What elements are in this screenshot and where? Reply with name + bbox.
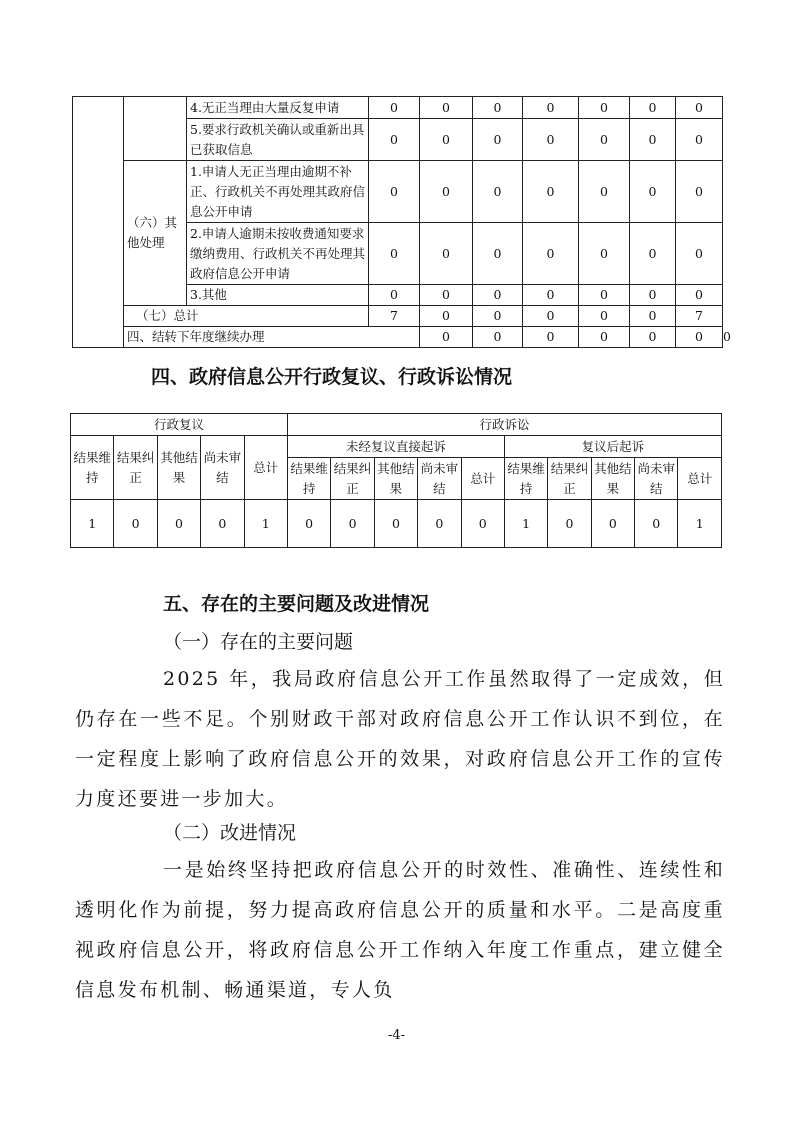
paragraph-improvements: 一是始终坚持把政府信息公开的时效性、准确性、连续性和 透明化作为前提，努力提高政府信息公开的质量和水平。二是高度重视政府信息公开，将政府信息公开工作纳入年度工作重点，建立健全信息发布机制、畅通渠道，专人负 xyxy=(75,859,725,1001)
cell-value: 7 xyxy=(369,306,420,327)
cell-value: 0 xyxy=(473,223,523,285)
cell-value: 1 xyxy=(71,500,114,548)
cell-value: 0 xyxy=(523,327,579,348)
col-header: 总计 xyxy=(244,436,287,500)
row-label: 2.申请人逾期未按收费通知要求缴纳费用、行政机关不再处理其政府信息公开申请 xyxy=(187,223,369,285)
cell-value: 0 xyxy=(473,119,523,161)
cell-value: 0 xyxy=(523,97,579,119)
table-row-carryover: 四、结转下年度继续办理 0 0 0 0 0 0 0 xyxy=(73,327,723,348)
review-litigation-table xyxy=(70,413,722,548)
cell-value: 7 xyxy=(676,306,723,327)
review-header: 行政复议 xyxy=(71,414,288,436)
subsection-1-heading: （一）存在的主要问题 xyxy=(163,631,354,653)
cell-value: 0 xyxy=(676,161,723,223)
col-header: 尚未审结 xyxy=(201,436,244,500)
cell-value: 0 xyxy=(473,161,523,223)
col-header: 结果维持 xyxy=(287,458,330,500)
col-header: 其他结果 xyxy=(591,458,634,500)
col-header: 结果维持 xyxy=(71,436,114,500)
col-header: 其他结果 xyxy=(374,458,417,500)
cell-value: 0 xyxy=(548,500,591,548)
cell-value: 0 xyxy=(369,223,420,285)
subsection-2-heading: （二）改进情况 xyxy=(163,822,297,844)
cell-value: 0 xyxy=(579,327,630,348)
row-label: 4.无正当理由大量反复申请 xyxy=(187,97,369,119)
cell-value: 0 xyxy=(630,306,676,327)
cell-value: 0 xyxy=(676,285,723,306)
cell-value: 0 xyxy=(473,306,523,327)
cell-value: 0 xyxy=(418,500,461,548)
cell-value: 0 xyxy=(579,306,630,327)
col-header: 总计 xyxy=(678,458,721,500)
cell-value: 0 xyxy=(420,161,473,223)
cell-value: 0 xyxy=(420,119,473,161)
outer-category-cell xyxy=(73,97,124,348)
cell-value: 0 xyxy=(473,327,523,348)
section-4-heading: 四、政府信息公开行政复议、行政诉讼情况 xyxy=(151,366,513,388)
cell-value: 0 xyxy=(523,223,579,285)
application-handling-table xyxy=(72,96,731,348)
cell-value: 0 xyxy=(420,97,473,119)
cell-value: 0 xyxy=(523,161,579,223)
cell-value: 0 xyxy=(369,161,420,223)
cell-value: 0 xyxy=(369,119,420,161)
cell-value: 0 xyxy=(523,285,579,306)
cell-value: 0 xyxy=(157,500,200,548)
cell-value: 0 xyxy=(331,500,374,548)
cell-value: 0 xyxy=(420,223,473,285)
cell-value: 0 xyxy=(523,119,579,161)
direct-suit-header: 未经复议直接起诉 xyxy=(287,436,504,458)
cell-value: 0 xyxy=(630,327,676,348)
table-row xyxy=(73,161,723,223)
cell-value: 0 xyxy=(369,285,420,306)
cell-value: 0 xyxy=(374,500,417,548)
cell-value: 0 xyxy=(630,161,676,223)
cell-value: 0 xyxy=(676,119,723,161)
row-label: 1.申请人无正当理由逾期不补正、行政机关不再处理其政府信息公开申请 xyxy=(187,161,369,223)
table-row xyxy=(71,500,722,548)
cell-value: 0 xyxy=(630,97,676,119)
table-header-row xyxy=(71,414,722,436)
cell-value: 0 xyxy=(201,500,244,548)
table-row-total xyxy=(73,306,723,327)
cell-value: 0 xyxy=(523,306,579,327)
cell-value: 0 xyxy=(461,500,504,548)
cell-value: 0 xyxy=(676,223,723,285)
cell-value: 0 xyxy=(579,161,630,223)
cell-value: 0 xyxy=(287,500,330,548)
table-row xyxy=(73,97,723,119)
col-header: 结果纠正 xyxy=(114,436,157,500)
cell-value: 1 xyxy=(244,500,287,548)
cell-value: 0 xyxy=(630,285,676,306)
cell-value: 0 xyxy=(473,97,523,119)
litigation-header: 行政诉讼 xyxy=(287,414,721,436)
row-label: 5.要求行政机关确认或重新出具已获取信息 xyxy=(187,119,369,161)
cell-value: 0 xyxy=(591,500,634,548)
col-header: 总计 xyxy=(461,458,504,500)
cell-value: 0 xyxy=(630,119,676,161)
total-label: （七）总计 xyxy=(124,306,369,327)
group-label-other-handling: （六）其他处理 xyxy=(124,161,187,306)
cell-value: 0 xyxy=(473,285,523,306)
cell-value: 1 xyxy=(678,500,721,548)
col-header: 结果纠正 xyxy=(548,458,591,500)
cell-value: 0 xyxy=(579,119,630,161)
table-header-row xyxy=(71,436,722,458)
page-number: -4- xyxy=(387,1028,406,1043)
col-header: 结果维持 xyxy=(504,458,547,500)
cell-value: 0 xyxy=(630,223,676,285)
col-header: 其他结果 xyxy=(157,436,200,500)
subcategory-cell xyxy=(124,97,187,161)
cell-value: 1 xyxy=(504,500,547,548)
cell-value: 0 xyxy=(676,97,723,119)
row-label: 3.其他 xyxy=(187,285,369,306)
cell-value: 0 xyxy=(635,500,678,548)
section-5-heading: 五、存在的主要问题及改进情况 xyxy=(163,593,430,615)
cell-value: 0 xyxy=(420,285,473,306)
cell-value: 0 xyxy=(579,285,630,306)
col-header: 尚未审结 xyxy=(418,458,461,500)
carryover-label: 四、结转下年度继续办理 xyxy=(124,327,420,348)
col-header: 结果纠正 xyxy=(331,458,374,500)
cell-value: 0 xyxy=(114,500,157,548)
cell-value: 0 xyxy=(579,97,630,119)
after-review-header: 复议后起诉 xyxy=(504,436,721,458)
col-header: 尚未审结 xyxy=(635,458,678,500)
paragraph-problems: 2025 年，我局政府信息公开工作虽然取得了一定成效，但仍存在一些不足。个别财政干部对政府信息公开工作认识不到位，在一定程度上影响了政府信息公开的效果，对政府信息公开工作的宣传力度还要进一步加大。 xyxy=(75,668,725,810)
cell-value: 0 xyxy=(579,223,630,285)
cell-value: 0 xyxy=(369,97,420,119)
cell-value: 0 xyxy=(420,306,473,327)
cell-value: 0 xyxy=(676,327,723,348)
cell-value: 0 xyxy=(420,327,473,348)
